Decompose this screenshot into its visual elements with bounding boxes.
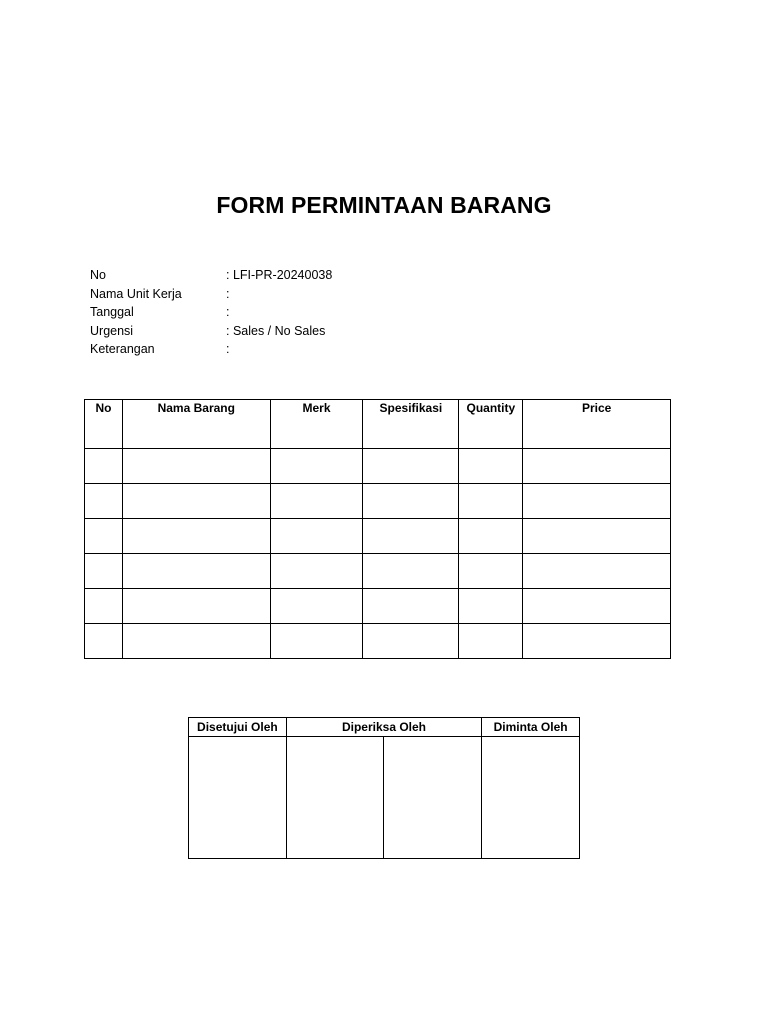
table-row (85, 624, 671, 659)
table-cell (459, 624, 523, 659)
info-label: Keterangan (90, 342, 155, 357)
table-cell (459, 519, 523, 554)
table-cell (363, 449, 459, 484)
table-cell (270, 554, 363, 589)
info-block (90, 266, 332, 359)
table-cell (270, 484, 363, 519)
table-cell (85, 484, 123, 519)
table-cell (459, 449, 523, 484)
info-row-unit-kerja (90, 285, 332, 304)
table-cell (363, 484, 459, 519)
table-cell (459, 554, 523, 589)
signature-box-diperiksa-1 (286, 737, 383, 859)
table-cell (363, 554, 459, 589)
signature-header-disetujui: Disetujui Oleh (189, 718, 287, 737)
info-row-urgensi (90, 322, 332, 341)
table-cell (363, 589, 459, 624)
column-header-price: Price (523, 400, 671, 449)
table-cell (122, 484, 270, 519)
column-header-nama-barang: Nama Barang (122, 400, 270, 449)
table-row (85, 519, 671, 554)
column-header-merk: Merk (270, 400, 363, 449)
column-header-quantity: Quantity (459, 400, 523, 449)
info-label: Tanggal (90, 305, 134, 320)
table-cell (122, 449, 270, 484)
table-header-row (85, 400, 671, 449)
info-value: : (226, 305, 230, 320)
table-cell (523, 449, 671, 484)
signature-header-row (189, 718, 580, 737)
table-row (85, 554, 671, 589)
column-header-no: No (85, 400, 123, 449)
info-value: : (226, 286, 230, 301)
signature-table (188, 717, 580, 859)
table-cell (363, 519, 459, 554)
table-row (85, 449, 671, 484)
table-cell (122, 554, 270, 589)
items-table (84, 399, 671, 659)
info-value: : LFI-PR-20240038 (226, 268, 333, 282)
table-cell (85, 624, 123, 659)
info-label: Urgensi (90, 323, 134, 338)
table-row (85, 484, 671, 519)
table-cell (523, 519, 671, 554)
signature-header-diminta: Diminta Oleh (482, 718, 580, 737)
table-cell (523, 484, 671, 519)
table-cell (523, 624, 671, 659)
info-label: Nama Unit Kerja (90, 286, 182, 301)
info-value: : (226, 342, 230, 357)
signature-box-diperiksa-2 (383, 737, 482, 859)
info-row-keterangan (90, 340, 332, 359)
table-cell (270, 589, 363, 624)
table-cell (122, 624, 270, 659)
table-cell (85, 519, 123, 554)
signature-box-disetujui (189, 737, 287, 859)
signature-box-row (189, 737, 580, 859)
table-cell (523, 554, 671, 589)
signature-box-diminta (482, 737, 580, 859)
table-cell (270, 624, 363, 659)
table-cell (523, 589, 671, 624)
table-cell (270, 519, 363, 554)
signature-header-diperiksa: Diperiksa Oleh (286, 718, 481, 737)
table-row (85, 589, 671, 624)
info-value: : Sales / No Sales (226, 323, 326, 338)
table-cell (85, 589, 123, 624)
info-label: No (90, 268, 106, 282)
table-cell (122, 589, 270, 624)
table-cell (459, 484, 523, 519)
table-cell (85, 554, 123, 589)
info-row-no (90, 266, 332, 285)
table-cell (363, 624, 459, 659)
table-cell (122, 519, 270, 554)
page-title: FORM PERMINTAAN BARANG (216, 192, 552, 218)
table-cell (85, 449, 123, 484)
column-header-spesifikasi: Spesifikasi (363, 400, 459, 449)
info-row-tanggal (90, 303, 332, 322)
table-cell (459, 589, 523, 624)
table-cell (270, 449, 363, 484)
